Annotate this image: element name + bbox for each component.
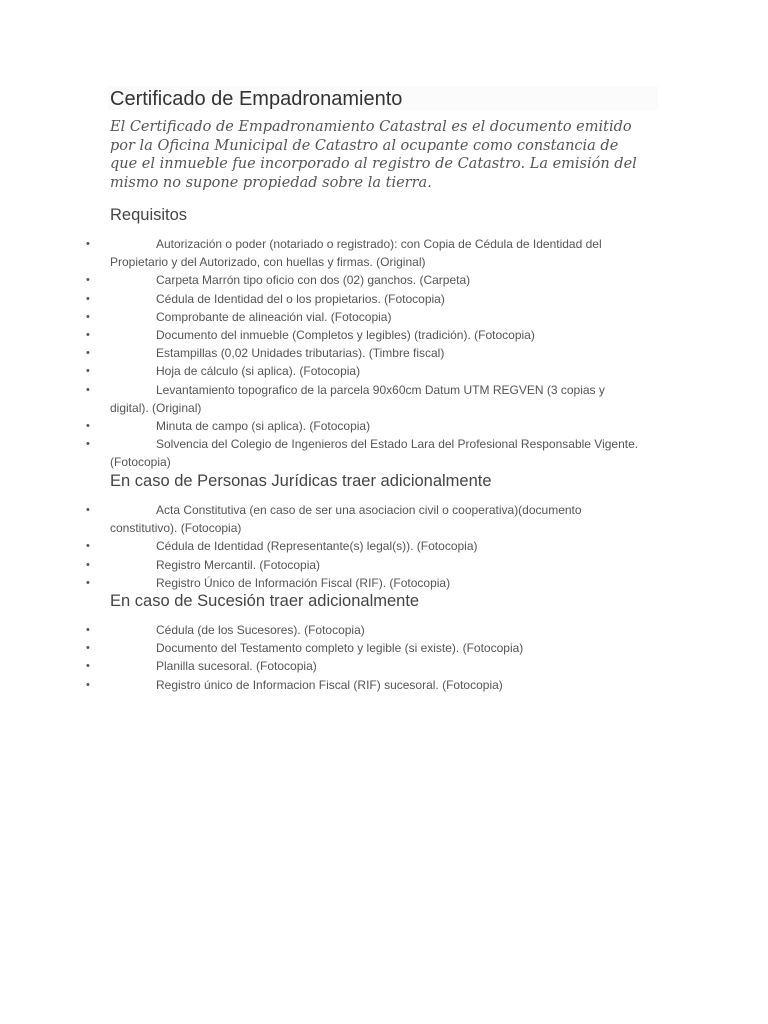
list-item-text: Registro Mercantil. (Fotocopia) <box>156 557 321 572</box>
bullet-icon: • <box>86 365 90 378</box>
bullet-icon: • <box>86 642 90 655</box>
section-heading-personas-juridicas: En caso de Personas Jurídicas traer adicionalmente <box>110 472 492 490</box>
bullet-icon: • <box>86 438 90 451</box>
list-item-text: Minuta de campo (si aplica). (Fotocopia) <box>156 419 371 434</box>
list-item-text: Cédula de Identidad (Representante(s) legal(s)). (Fotocopia) <box>156 539 478 554</box>
list-item-text: Cédula de Identidad del o los propietarios. (Fotocopia) <box>156 291 445 306</box>
list-item <box>0 657 640 675</box>
list-item-text: Registro único de Informacion Fiscal (RIF) sucesoral. (Fotocopia) <box>156 677 503 692</box>
bullet-icon: • <box>86 504 90 516</box>
section-heading-requisitos: Requisitos <box>110 206 188 224</box>
list-item-text: Documento del inmueble (Completos y legibles) (tradición). (Fotocopia) <box>156 328 535 343</box>
list-item <box>0 501 640 537</box>
bullet-icon: • <box>86 540 90 553</box>
requirements-list <box>0 235 768 472</box>
bullet-icon: • <box>86 576 90 589</box>
list-item <box>0 235 640 271</box>
list-item <box>0 271 640 289</box>
list-item-text: Comprobante de alineación vial. (Fotocopia) <box>156 309 392 324</box>
list-item <box>0 290 640 308</box>
list-item <box>0 381 640 417</box>
list-item <box>0 676 640 694</box>
list-item <box>0 537 640 555</box>
list-item <box>0 344 640 362</box>
list-item-text: Registro Único de Información Fiscal (RIF). (Fotocopia) <box>156 575 451 590</box>
title-bar <box>108 86 658 110</box>
list-item <box>0 639 640 657</box>
intro-paragraph: El Certificado de Empadronamiento Catastral es el documento emitido por la Oficina Municipal de Catastro al ocupante como constancia de que el inmueble fue incorporado al registro de Catastro. La emisión del mismo no supone propiedad sobre la tierra. <box>110 119 637 191</box>
bullet-icon: • <box>86 310 90 323</box>
bullet-icon: • <box>86 624 90 636</box>
list-item <box>0 556 640 574</box>
list-item <box>0 326 640 344</box>
bullet-icon: • <box>86 660 90 673</box>
bullet-icon: • <box>86 383 90 396</box>
list-item-text: Hoja de cálculo (si aplica). (Fotocopia) <box>156 364 361 379</box>
bullet-icon: • <box>86 678 90 691</box>
list-item-text: Solvencia del Colegio de Ingenieros del Estado Lara del Profesional Responsable Vigente. (Fotocopia) <box>110 437 639 470</box>
bullet-icon: • <box>86 329 90 342</box>
bullet-icon: • <box>86 274 90 287</box>
section-heading-sucesion: En caso de Sucesión traer adicionalmente <box>110 592 420 610</box>
list-item-text: Estampillas (0,02 Unidades tributarias). (Timbre fiscal) <box>156 346 445 361</box>
bullet-icon: • <box>86 347 90 360</box>
legal-entities-list <box>0 501 768 592</box>
list-item <box>0 362 640 380</box>
list-item-text: Levantamiento topografico de la parcela 90x60cm Datum UTM REGVEN (3 copias y digital). (Original) <box>110 382 605 415</box>
list-item <box>0 435 640 471</box>
bullet-icon: • <box>86 238 90 250</box>
list-item <box>0 308 640 326</box>
list-item-text: Carpeta Marrón tipo oficio con dos (02) ganchos. (Carpeta) <box>156 273 471 288</box>
list-item <box>0 621 640 639</box>
list-item-text: Documento del Testamento completo y legible (si existe). (Fotocopia) <box>156 641 524 656</box>
list-item-text: Acta Constitutiva (en caso de ser una asociacion civil o cooperativa)(documento constitutivo). (Fotocopia) <box>110 503 582 536</box>
bullet-icon: • <box>86 558 90 571</box>
list-item <box>0 417 640 435</box>
list-item-text: Autorización o poder (notariado o registrado): con Copia de Cédula de Identidad del Propietario y del Autorizado, con huellas y firmas. (Original) <box>110 237 602 270</box>
list-item-text: Planilla sucesoral. (Fotocopia) <box>156 659 317 674</box>
list-item-text: Cédula (de los Sucesores). (Fotocopia) <box>156 623 365 637</box>
succession-list <box>0 621 768 694</box>
bullet-icon: • <box>86 292 90 305</box>
list-item <box>0 574 640 592</box>
page-title: Certificado de Empadronamiento <box>110 88 403 110</box>
bullet-icon: • <box>86 420 90 433</box>
